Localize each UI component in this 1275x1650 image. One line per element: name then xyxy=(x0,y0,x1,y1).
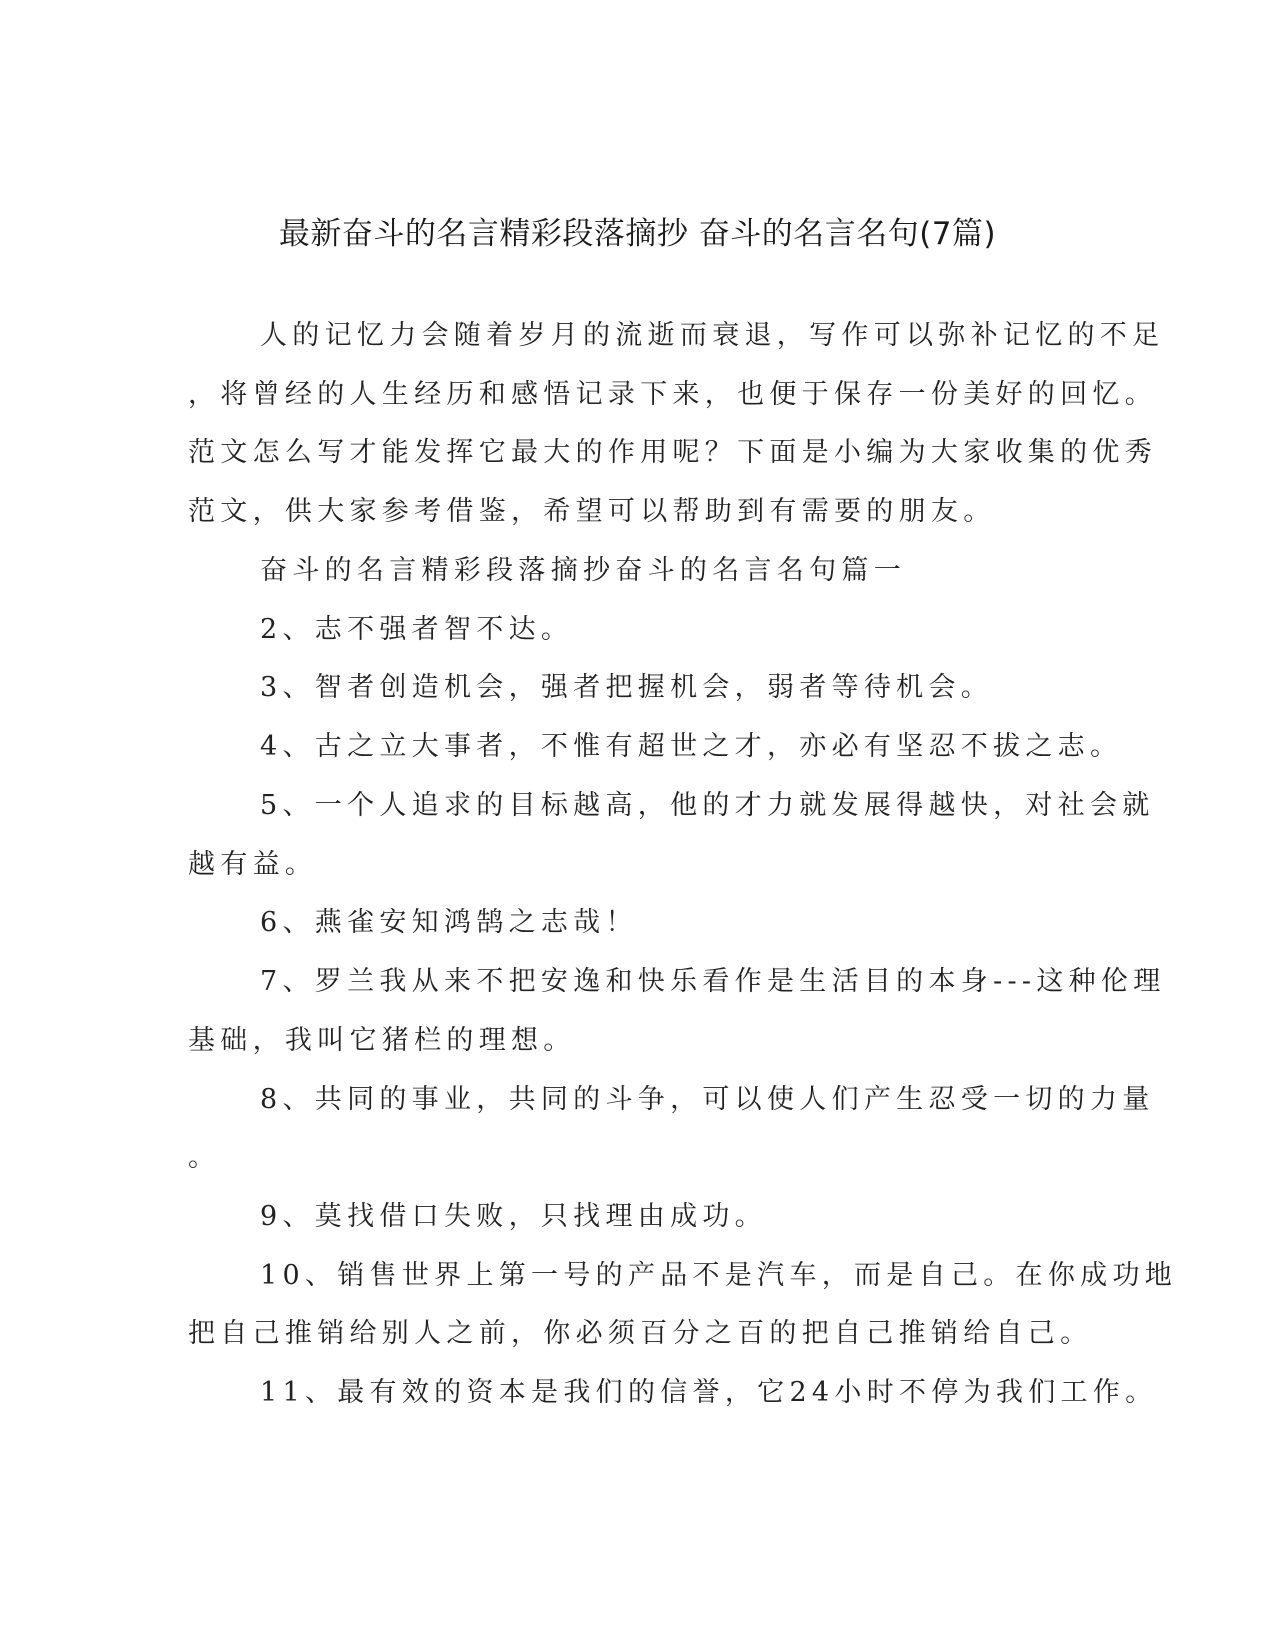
quote-3: 3、智者创造机会，强者把握机会，弱者等待机会。 xyxy=(260,672,994,703)
quote-4: 4、古之立大事者，不惟有超世之才，亦必有坚忍不拔之志。 xyxy=(260,731,1123,762)
intro-line-3: 范文怎么写才能发挥它最大的作用呢？下面是小编为大家收集的优秀 xyxy=(188,437,1157,468)
quote-5-line-2: 越有益。 xyxy=(188,849,318,880)
quote-2: 2、志不强者智不达。 xyxy=(260,614,574,645)
section-heading: 奋斗的名言精彩段落摘抄奋斗的名言名句篇一 xyxy=(260,555,906,586)
quote-8-line-2: 。 xyxy=(188,1142,221,1173)
document-title: 最新奋斗的名言精彩段落摘抄 奋斗的名言名句(7篇) xyxy=(278,216,997,252)
quote-5-line-1: 5、一个人追求的目标越高，他的才力就发展得越快，对社会就 xyxy=(260,790,1155,821)
quote-10-line-2: 把自己推销给别人之前，你必须百分之百的把自己推销给自己。 xyxy=(188,1318,1093,1349)
quote-6: 6、燕雀安知鸿鹄之志哉！ xyxy=(260,907,638,938)
quote-11: 11、最有效的资本是我们的信誉，它24小时不停为我们工作。 xyxy=(260,1377,1158,1408)
intro-line-1: 人的记忆力会随着岁月的流逝而衰退，写作可以弥补记忆的不足 xyxy=(260,320,1165,351)
quote-7-line-2: 基础，我叫它猪栏的理想。 xyxy=(188,1025,576,1056)
quote-7-line-1: 7、罗兰我从来不把安逸和快乐看作是生活目的本身---这种伦理 xyxy=(260,966,1166,997)
quote-8-line-1: 8、共同的事业，共同的斗争，可以使人们产生忍受一切的力量 xyxy=(260,1084,1155,1115)
intro-line-2: ，将曾经的人生经历和感悟记录下来，也便于保存一份美好的回忆。 xyxy=(188,379,1157,410)
quote-10-line-1: 10、销售世界上第一号的产品不是汽车，而是自己。在你成功地 xyxy=(260,1260,1178,1291)
quote-9: 9、莫找借口失败，只找理由成功。 xyxy=(260,1201,767,1232)
intro-line-4: 范文，供大家参考借鉴，希望可以帮助到有需要的朋友。 xyxy=(188,496,996,527)
